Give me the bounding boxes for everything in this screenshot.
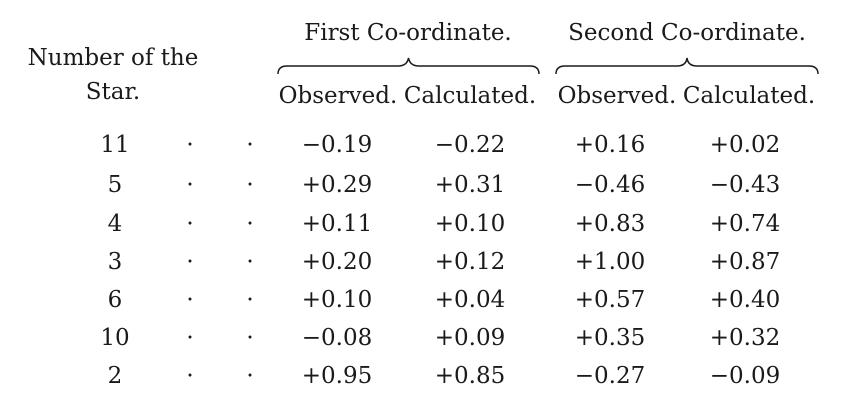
star-number: 2 xyxy=(107,363,123,389)
leader-dot: · xyxy=(186,363,194,389)
first-coordinate-brace-path xyxy=(278,58,539,74)
first-calculated-value: +0.12 xyxy=(434,249,506,275)
table-row xyxy=(0,362,858,402)
leader-dot: · xyxy=(186,287,194,313)
leader-dot: · xyxy=(246,325,254,351)
first-calculated-value: −0.22 xyxy=(434,132,506,158)
second-calculated-value: −0.09 xyxy=(709,363,781,389)
second-observed-header: Observed. xyxy=(557,83,677,109)
first-observed-value: −0.08 xyxy=(301,325,373,351)
first-coordinate-header: First Co-ordinate. xyxy=(304,20,512,46)
second-observed-value: +0.83 xyxy=(574,211,646,237)
leader-dot: · xyxy=(186,249,194,275)
first-calculated-value: +0.31 xyxy=(434,172,506,198)
second-calculated-header: Calculated. xyxy=(682,83,816,109)
second-calculated-value: +0.40 xyxy=(709,287,781,313)
first-observed-value: +0.11 xyxy=(301,211,373,237)
star-number: 3 xyxy=(107,249,123,275)
table-row xyxy=(0,210,858,250)
leader-dot: · xyxy=(246,211,254,237)
first-calculated-value: +0.85 xyxy=(434,363,506,389)
star-number: 5 xyxy=(107,172,123,198)
first-observed-value: +0.95 xyxy=(301,363,373,389)
first-calculated-header: Calculated. xyxy=(403,83,537,109)
leader-dot: · xyxy=(246,249,254,275)
first-observed-value: +0.29 xyxy=(301,172,373,198)
second-observed-value: −0.27 xyxy=(574,363,646,389)
first-calculated-value: +0.09 xyxy=(434,325,506,351)
second-calculated-value: −0.43 xyxy=(709,172,781,198)
second-calculated-value: +0.32 xyxy=(709,325,781,351)
star-column-header-line2: Star. xyxy=(85,79,141,105)
leader-dot: · xyxy=(246,287,254,313)
second-calculated-value: +0.02 xyxy=(709,132,781,158)
second-observed-value: +0.57 xyxy=(574,287,646,313)
table-row xyxy=(0,286,858,326)
second-calculated-value: +0.87 xyxy=(709,249,781,275)
first-observed-value: +0.10 xyxy=(301,287,373,313)
leader-dot: · xyxy=(186,211,194,237)
table-row xyxy=(0,324,858,364)
star-number: 6 xyxy=(107,287,123,313)
table-row xyxy=(0,131,858,171)
first-calculated-value: +0.10 xyxy=(434,211,506,237)
leader-dot: · xyxy=(186,132,194,158)
second-observed-value: +1.00 xyxy=(574,249,646,275)
second-coordinate-brace-path xyxy=(556,58,818,74)
second-coordinate-brace xyxy=(555,56,819,76)
second-coordinate-header: Second Co-ordinate. xyxy=(568,20,806,46)
star-number: 11 xyxy=(100,132,130,158)
leader-dot: · xyxy=(186,172,194,198)
star-column-header-line1: Number of the xyxy=(27,45,199,71)
first-coordinate-brace xyxy=(277,56,540,76)
leader-dot: · xyxy=(246,363,254,389)
first-observed-header: Observed. xyxy=(278,83,398,109)
table-row xyxy=(0,248,858,288)
leader-dot: · xyxy=(186,325,194,351)
star-number: 4 xyxy=(107,211,123,237)
first-calculated-value: +0.04 xyxy=(434,287,506,313)
first-observed-value: −0.19 xyxy=(301,132,373,158)
leader-dot: · xyxy=(246,172,254,198)
first-observed-value: +0.20 xyxy=(301,249,373,275)
second-observed-value: +0.35 xyxy=(574,325,646,351)
second-observed-value: −0.46 xyxy=(574,172,646,198)
leader-dot: · xyxy=(246,132,254,158)
star-number: 10 xyxy=(100,325,130,351)
second-calculated-value: +0.74 xyxy=(709,211,781,237)
table-row xyxy=(0,171,858,211)
second-observed-value: +0.16 xyxy=(574,132,646,158)
